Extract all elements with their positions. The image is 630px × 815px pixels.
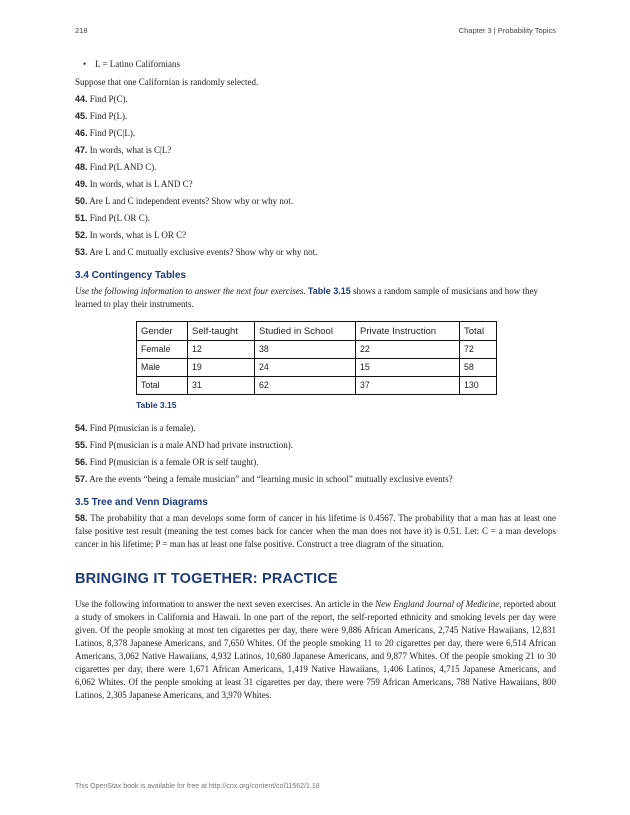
exercise-text: Find P(C).	[89, 94, 128, 104]
exercise-item	[75, 195, 556, 208]
exercise-number: 45.	[75, 111, 88, 121]
exercise-number: 56.	[75, 457, 88, 467]
exercise-item	[75, 93, 556, 106]
exercise-number: 53.	[75, 247, 88, 257]
exercise-number: 58.	[75, 513, 88, 523]
exercise-list-b	[75, 422, 556, 486]
exercise-number: 54.	[75, 423, 88, 433]
column-header: Gender	[137, 322, 188, 341]
table-cell: Total	[137, 377, 188, 395]
practice-paragraph	[75, 598, 556, 702]
table-row	[137, 377, 497, 395]
page-header	[75, 26, 556, 38]
table-cell: 38	[255, 341, 356, 359]
exercise-text: The probability that a man develops some form of cancer in his lifetime is 0.4567. The probability that a man has at least one false positive test result (meaning the test comes back for cancer when the man does not have it) is 0.51. Let: C = a man develops cancer in his lifetime; P = man has at least one false positive. Construct a tree diagram of the situation.	[75, 513, 557, 549]
exercise-text: Find P(L OR C).	[89, 213, 150, 223]
bullet-item	[83, 58, 556, 71]
exercise-text: In words, what is L AND C?	[89, 179, 193, 189]
exercise-text: In words, what is C|L?	[89, 145, 172, 155]
exercise-text: Are the events “being a female musician” and “learning music in school” mutually exclusive events?	[89, 474, 453, 484]
table-caption: Table 3.15	[136, 400, 177, 410]
table-cell: 37	[356, 377, 460, 395]
exercise-text: Find P(musician is a male AND had private instruction).	[89, 440, 293, 450]
exercise-list-a	[75, 93, 556, 259]
table-cell: 130	[460, 377, 497, 395]
practice-text-rest: , reported about a study of smokers in California and Hawaii. In one part of the report, the self-reported ethnicity and smoking levels per day were given. Of the people smoking at most ten cigarettes per day, there were 9,886 African Americans, 2,745 Native Hawaiians, 12,831 Latinos, 8,378 Japanese Americans, and 7,650 Whites. Of the people smoking 11 to 20 cigarettes per day, there were 6,514 African Americans, 3,062 Native Hawaiians, 4,932 Latinos, 10,680 Japanese Americans, and 9,877 Whites. Of the people smoking 21 to 30 cigarettes per day, there were 1,671 African Americans, 1,419 Native Hawaiians, 1,406 Latinos, 4,715 Japanese Americans, and 6,062 Whites. Of the people smoking at least 31 cigarettes per day, there were 759 African Americans, 788 Native Hawaiians, 800 Latinos, 2,305 Japanese Americans, and 3,970 Whites.	[75, 599, 556, 700]
exercise-text: Find P(musician is a female).	[89, 423, 196, 433]
exercise-number: 50.	[75, 196, 88, 206]
section-intro	[75, 285, 556, 311]
table-reference-link[interactable]: Table 3.15	[307, 286, 351, 296]
table-cell: 62	[255, 377, 356, 395]
exercise-number: 48.	[75, 162, 88, 172]
exercise-text: Are L and C independent events? Show why or why not.	[89, 196, 294, 206]
exercise-item	[75, 246, 556, 259]
intro-rest: shows a random sample of musicians and how they learned to play their instruments.	[75, 286, 538, 309]
exercise-item	[75, 512, 556, 551]
exercise-item	[75, 178, 556, 191]
column-header: Studied in School	[255, 322, 356, 341]
exercise-item	[75, 422, 556, 435]
column-header: Self-taught	[188, 322, 255, 341]
exercise-number: 52.	[75, 230, 88, 240]
exercise-text: Find P(C|L).	[89, 128, 136, 138]
table-row	[137, 341, 497, 359]
exercise-item	[75, 161, 556, 174]
exercise-item	[75, 456, 556, 469]
bullet-dot: •	[83, 59, 87, 69]
page-content	[75, 58, 556, 706]
exercise-text: Find P(musician is a female OR is self taught).	[89, 457, 259, 467]
page-footer: This OpenStax book is available for free at http://cnx.org/content/col11562/1.18	[75, 783, 320, 790]
journal-title: New England Journal of Medicine	[375, 599, 500, 609]
table-row	[137, 359, 497, 377]
table-cell: 24	[255, 359, 356, 377]
bullet-text: L = Latino Californians	[95, 59, 180, 69]
exercise-text: Find P(L AND C).	[89, 162, 157, 172]
exercise-text: In words, what is L OR C?	[89, 230, 187, 240]
table-cell: Male	[137, 359, 188, 377]
table-cell: 72	[460, 341, 497, 359]
column-header: Total	[460, 322, 497, 341]
exercise-number: 51.	[75, 213, 88, 223]
table-cell: 12	[188, 341, 255, 359]
table-cell: 15	[356, 359, 460, 377]
practice-heading: BRINGING IT TOGETHER: PRACTICE	[75, 571, 338, 587]
section-heading-contingency-tables: 3.4 Contingency Tables	[75, 270, 186, 281]
table-header-row	[137, 322, 497, 341]
exercise-text: Are L and C mutually exclusive events? Show why or why not.	[89, 247, 318, 257]
exercise-item	[75, 212, 556, 225]
exercise-item	[75, 229, 556, 242]
exercise-number: 46.	[75, 128, 88, 138]
intro-italic: Use the following information to answer the next four exercises.	[75, 286, 306, 296]
table-cell: 58	[460, 359, 497, 377]
intro-sentence: Suppose that one Californian is randomly selected.	[75, 77, 259, 87]
column-header: Private Instruction	[356, 322, 460, 341]
contingency-table	[136, 321, 497, 395]
exercise-item	[75, 144, 556, 157]
table-cell: 22	[356, 341, 460, 359]
page-number: 218	[75, 26, 88, 35]
table-cell: 19	[188, 359, 255, 377]
exercise-item	[75, 439, 556, 452]
exercise-number: 55.	[75, 440, 88, 450]
table-cell: Female	[137, 341, 188, 359]
exercise-item	[75, 473, 556, 486]
exercise-text: Find P(L).	[89, 111, 128, 121]
practice-text-start: Use the following information to answer the next seven exercises. An article in the	[75, 599, 373, 609]
exercise-item	[75, 127, 556, 140]
section-heading-tree-venn: 3.5 Tree and Venn Diagrams	[75, 497, 208, 508]
exercise-number: 57.	[75, 474, 88, 484]
chapter-title: Chapter 3 | Probability Topics	[458, 26, 556, 35]
exercise-number: 47.	[75, 145, 88, 155]
table-cell: 31	[188, 377, 255, 395]
exercise-item	[75, 110, 556, 123]
exercise-number: 44.	[75, 94, 88, 104]
exercise-number: 49.	[75, 179, 88, 189]
